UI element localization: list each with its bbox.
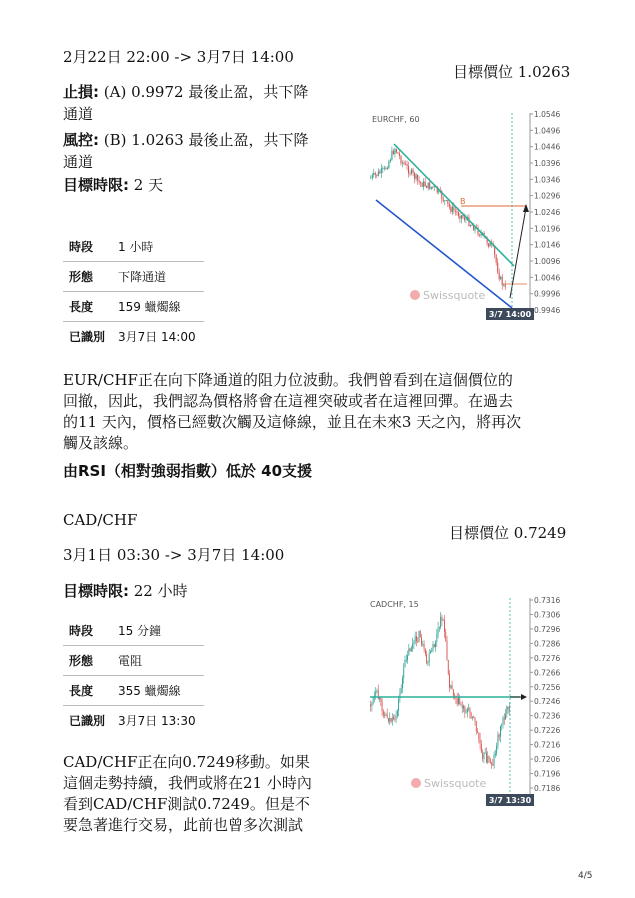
tick-label: 1.0196 (534, 224, 561, 234)
chart-title: CADCHF, 15 (370, 600, 419, 609)
candle (497, 735, 498, 746)
table-value: 15 分鐘 (112, 616, 204, 646)
candle (488, 243, 489, 246)
table-value: 下降通道 (112, 262, 204, 292)
table-row (63, 232, 204, 262)
candle (426, 654, 427, 663)
candle (499, 272, 500, 279)
paragraph-2 (63, 752, 343, 836)
candle (426, 186, 427, 188)
candle (467, 709, 468, 712)
tick-label: 0.7316 (534, 596, 561, 605)
candle (480, 739, 481, 744)
table-value: 電阻 (112, 646, 204, 676)
candle (447, 641, 448, 660)
candle (462, 706, 463, 708)
candle (434, 644, 435, 647)
candle (452, 207, 453, 212)
candle (461, 704, 462, 706)
table-value: 3月7日 14:00 (117, 330, 196, 344)
candle (471, 225, 472, 226)
rsi-note: 由RSI（相對強弱指數）低於 40支援 (63, 462, 313, 480)
candle (459, 216, 460, 219)
candle (396, 716, 397, 719)
candle (458, 212, 459, 216)
horizon-label-2: 目標時限: (63, 582, 129, 600)
candle (411, 170, 412, 174)
table-row (63, 616, 204, 646)
candle (496, 745, 497, 753)
candle (490, 243, 491, 247)
candle (439, 627, 440, 628)
candle (408, 166, 409, 173)
paragraph-line: 看到CAD/CHF測試0.7249。但是不 (63, 795, 310, 813)
target-price-1: 目標價位 1.0263 (453, 63, 571, 81)
arrow-head-icon (521, 694, 527, 700)
candle (420, 182, 421, 183)
candle (477, 731, 478, 732)
candle (501, 725, 502, 726)
tick-label: 0.7196 (534, 769, 561, 779)
arrow-head-icon (523, 204, 529, 212)
candle (464, 706, 465, 713)
candle (489, 756, 490, 758)
candle (469, 708, 470, 713)
candle (500, 726, 501, 737)
tick-label: 0.7266 (534, 668, 561, 678)
tick-label: 0.7226 (534, 726, 561, 736)
info-table-2 (63, 616, 204, 735)
stop-loss-label: 止損: (63, 83, 99, 101)
candle (427, 662, 428, 663)
candle (378, 172, 379, 176)
table-key: 長度 (63, 676, 112, 706)
candle (499, 735, 500, 737)
candle (444, 200, 445, 201)
candle (371, 702, 372, 706)
candle (417, 175, 418, 180)
candle (417, 641, 418, 642)
eurchf-chart-svg (364, 108, 574, 320)
candle (419, 631, 420, 642)
candle (389, 718, 390, 722)
table-value: 3月7日 13:30 (117, 714, 196, 728)
candle (503, 285, 504, 286)
horizon-line-1 (63, 175, 163, 196)
candle (376, 175, 377, 176)
candle (496, 255, 497, 263)
table-value: 1 小時 (112, 232, 204, 262)
tick-label: 0.7186 (534, 784, 561, 793)
candle (370, 704, 371, 706)
candle (391, 151, 392, 160)
candle (502, 277, 503, 285)
horizon-label-1: 目標時限: (63, 176, 129, 194)
channel-top-line (394, 144, 514, 266)
table-row (63, 676, 204, 706)
swissquote-logo-icon (411, 778, 421, 788)
info-table-1 (63, 232, 204, 351)
candle (425, 649, 426, 654)
tick-label: 1.0146 (534, 240, 561, 250)
candle (506, 706, 507, 714)
paragraph-line: CAD/CHF正在向0.7249移動。如果 (63, 753, 310, 771)
candle (408, 648, 409, 655)
candle (486, 753, 487, 763)
candle (505, 714, 506, 719)
candle (411, 648, 412, 651)
candle (441, 617, 442, 621)
table-row (63, 322, 204, 352)
candle (471, 713, 472, 718)
candle (405, 660, 406, 667)
table-key: 已識別 (69, 714, 106, 728)
candle (375, 692, 376, 696)
candle (448, 660, 449, 674)
candle (491, 763, 492, 764)
candle (398, 699, 399, 711)
candle (450, 207, 451, 212)
table-row (63, 706, 204, 736)
candle (382, 168, 383, 169)
candle (415, 636, 416, 642)
candle (409, 174, 410, 175)
candle (463, 706, 464, 709)
table-value: 159 蠟燭線 (112, 292, 204, 322)
candle (430, 652, 431, 654)
candle (444, 620, 445, 632)
candle (424, 644, 425, 649)
marker-b: B (460, 197, 466, 206)
tick-label: 1.0396 (534, 159, 561, 168)
tick-label: 1.0446 (534, 142, 561, 152)
candle (435, 642, 436, 647)
horizon-value-1: 2 天 (129, 176, 164, 194)
candle (459, 698, 460, 704)
paragraph-line: 回撤，因此，我們認為價格將會在這裡突破或者在這裡回彈。在過去 (63, 392, 514, 410)
candle (475, 717, 476, 721)
pair-title: CAD/CHF (63, 511, 138, 529)
candle (392, 718, 393, 722)
candle (381, 168, 382, 173)
candle (431, 187, 432, 189)
candle (429, 182, 430, 188)
candle (445, 632, 446, 641)
table-key: 時段 (63, 616, 112, 646)
candle (403, 667, 404, 678)
risk-label: 風控: (63, 131, 99, 149)
candle (370, 178, 371, 179)
candle (388, 718, 389, 721)
candle (402, 678, 403, 688)
candle (406, 660, 407, 661)
candle (473, 717, 474, 718)
time-label: 3/7 13:30 (488, 796, 532, 805)
candle (449, 204, 450, 207)
paragraph-line: 這個走勢持續，我們或將在21 小時內 (63, 774, 312, 792)
candle (494, 755, 495, 766)
tick-label: 0.7276 (534, 653, 561, 663)
candle (410, 648, 411, 651)
candle (416, 175, 417, 179)
candle (452, 685, 453, 689)
candle (476, 721, 477, 731)
tick-label: 0.7216 (534, 740, 561, 750)
candle (413, 641, 414, 643)
candle (500, 277, 501, 279)
projection-arrow (510, 208, 526, 298)
candle (380, 698, 381, 701)
candle (375, 173, 376, 175)
candle (468, 708, 469, 709)
target-price-2: 目標價位 0.7249 (449, 524, 567, 542)
candle (394, 149, 395, 154)
candle (387, 168, 388, 169)
candle (457, 698, 458, 704)
candle (461, 215, 462, 218)
tick-label: 0.7206 (534, 755, 561, 765)
candle (377, 691, 378, 692)
candle (479, 235, 480, 236)
cadchf-chart-svg (364, 594, 574, 806)
stop-loss-value: (A) 0.9972 最後止盈，共下降 (99, 83, 309, 101)
paragraph-line: EUR/CHF正在向下降通道的阻力位波動。我們曾看到在這個價位的 (63, 371, 513, 389)
candle (403, 162, 404, 164)
stop-loss-line (63, 82, 308, 103)
candle (440, 617, 441, 627)
candle (483, 753, 484, 759)
paragraph-1 (63, 370, 583, 454)
paragraph-line: 要急著進行交易，此前也曾多次測試 (63, 816, 304, 834)
table-value: 355 蠟燭線 (112, 676, 204, 706)
tick-label: 1.0496 (534, 126, 561, 136)
price-ticks (530, 596, 560, 793)
page-number: 4/5 (578, 871, 593, 881)
candle (422, 183, 423, 187)
candle (487, 756, 488, 762)
candle (485, 753, 486, 754)
candle (438, 628, 439, 634)
candle (456, 211, 457, 212)
tick-label: 0.7296 (534, 624, 561, 634)
candle (453, 689, 454, 695)
candle (420, 631, 421, 637)
tick-label: 1.0296 (534, 191, 561, 201)
candle (470, 225, 471, 226)
candle (505, 285, 506, 287)
chart-title: EURCHF, 60 (372, 115, 420, 124)
candle (372, 175, 373, 178)
table-row (63, 646, 204, 676)
candle (495, 754, 496, 755)
candle (433, 644, 434, 650)
risk-line (63, 130, 309, 151)
candle (443, 620, 444, 621)
candle (464, 217, 465, 220)
tick-label: 0.9996 (534, 289, 561, 299)
candle (384, 168, 385, 169)
tick-label: 0.7256 (534, 682, 561, 692)
candle (385, 168, 386, 169)
risk-value: (B) 1.0263 最後止盈，共下降 (99, 131, 309, 149)
tick-label: 1.0046 (534, 273, 561, 283)
watermark: Swissquote (424, 777, 487, 790)
candle (492, 764, 493, 765)
table-key: 時段 (63, 232, 112, 262)
candle (431, 650, 432, 651)
candle (393, 718, 394, 719)
time-label: 3/7 14:00 (488, 310, 532, 319)
candle (455, 211, 456, 212)
candles (370, 146, 506, 290)
candle (465, 219, 466, 220)
tick-label: 0.9946 (534, 306, 561, 315)
table-key: 長度 (63, 292, 112, 322)
table-row (63, 262, 204, 292)
candle (407, 655, 408, 659)
candles (370, 612, 510, 769)
candle (490, 758, 491, 763)
candle (466, 712, 467, 713)
candle (412, 644, 413, 649)
tick-label: 0.7286 (534, 639, 561, 649)
date-range-2: 3月1日 03:30 -> 3月7日 14:00 (63, 546, 285, 564)
horizon-line-2 (63, 581, 188, 602)
price-ticks (530, 110, 560, 315)
tick-label: 0.7246 (534, 697, 561, 707)
cadchf-chart (364, 594, 574, 806)
candle (432, 187, 433, 188)
candle (401, 688, 402, 693)
candle (497, 263, 498, 273)
tick-label: 0.7306 (534, 610, 561, 620)
candle (390, 160, 391, 162)
tick-label: 1.0246 (534, 208, 561, 217)
candle (397, 711, 398, 716)
candle (405, 164, 406, 165)
candle (423, 182, 424, 187)
table-key: 已識別 (69, 330, 106, 344)
paragraph-line: 的11 天內，價格已經數次觸及這條線，並且在未來3 天之內，將再次 (63, 413, 522, 431)
swissquote-logo-icon (410, 290, 420, 300)
candle (373, 697, 374, 702)
eurchf-chart (364, 108, 574, 320)
candle (384, 715, 385, 716)
candle (379, 172, 380, 174)
candle (406, 164, 407, 166)
candle (478, 733, 479, 739)
candle (450, 685, 451, 688)
candle (396, 149, 397, 152)
candle (481, 234, 482, 236)
candle (458, 698, 459, 704)
stop-loss-value-cont: 通道 (63, 105, 94, 123)
paragraph-line: 觸及該線。 (63, 434, 139, 452)
candle (421, 637, 422, 645)
candle (378, 691, 379, 700)
table-key: 形態 (63, 646, 112, 676)
candle (391, 718, 392, 722)
candle (399, 693, 400, 699)
candle (379, 698, 380, 699)
candle (385, 714, 386, 715)
candle (383, 712, 384, 716)
candle (413, 170, 414, 173)
table-row (63, 292, 204, 322)
candle (414, 173, 415, 179)
tick-label: 1.0096 (534, 257, 561, 266)
candle (373, 173, 374, 175)
candle (504, 718, 505, 719)
watermark: Swissquote (423, 289, 486, 302)
table-key: 形態 (63, 262, 112, 292)
candle (400, 156, 401, 163)
candle (422, 644, 423, 645)
candle (482, 753, 483, 759)
candle (419, 180, 420, 182)
tick-label: 0.7236 (534, 711, 561, 721)
candle (443, 199, 444, 201)
candle (388, 161, 389, 168)
candle (397, 152, 398, 153)
date-range-1: 2月22日 22:00 -> 3月7日 14:00 (63, 48, 294, 66)
candle (425, 182, 426, 187)
candle (472, 717, 473, 718)
candle (449, 674, 450, 688)
candle (481, 744, 482, 753)
candle (387, 714, 388, 718)
candle (429, 654, 430, 663)
horizon-value-2: 22 小時 (129, 582, 188, 600)
candle (446, 200, 447, 201)
candle (508, 706, 509, 709)
tick-label: 1.0346 (534, 175, 561, 185)
candle (399, 154, 400, 157)
candle (503, 718, 504, 725)
candle (402, 162, 403, 163)
candle (394, 719, 395, 720)
candle (436, 634, 437, 642)
candle (447, 200, 448, 204)
candle (382, 700, 383, 711)
candle (393, 151, 394, 154)
candle (453, 207, 454, 211)
risk-value-cont: 通道 (63, 153, 94, 171)
candle (416, 636, 417, 641)
tick-label: 1.0546 (534, 110, 561, 119)
candle (428, 182, 429, 187)
